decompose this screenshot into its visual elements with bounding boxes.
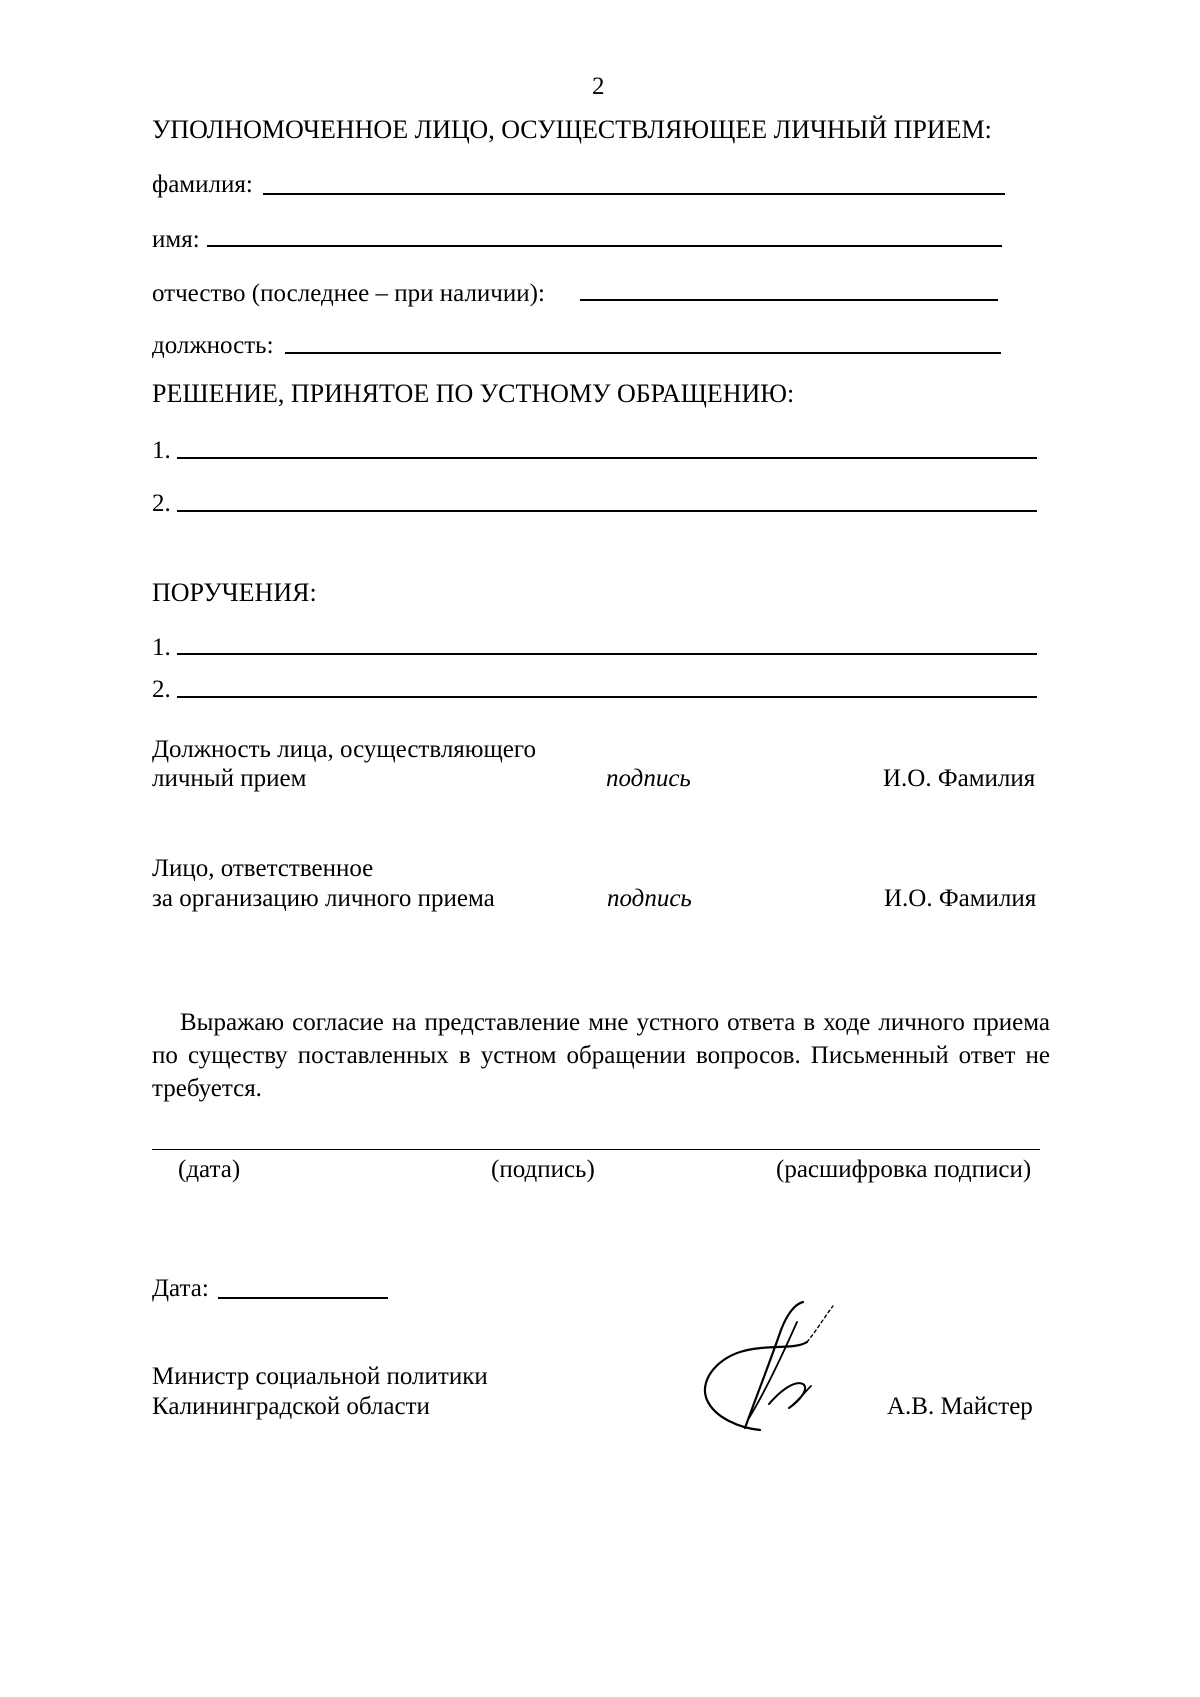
signature-name: И.О. Фамилия — [884, 885, 1037, 912]
position-field[interactable] — [285, 352, 1001, 354]
name-field[interactable] — [207, 245, 1002, 247]
section-instructions-heading: ПОРУЧЕНИЯ: — [152, 578, 317, 607]
signature-role-line2: личный прием — [152, 765, 307, 792]
instruction-item-number: 1. — [152, 634, 171, 661]
surname-label: фамилия: — [152, 171, 253, 198]
instruction-item-1-field[interactable] — [177, 653, 1037, 655]
section-official-heading: УПОЛНОМОЧЕННОЕ ЛИЦО, ОСУЩЕСТВЛЯЮЩЕЕ ЛИЧНЫЙ ПРИЕМ: — [152, 115, 992, 144]
signature-role-line1: Должность лица, осуществляющего — [152, 736, 536, 763]
signature-name: И.О. Фамилия — [883, 765, 1036, 792]
patronymic-label: отчество (последнее – при наличии): — [152, 280, 545, 307]
patronymic-field[interactable] — [580, 299, 998, 301]
position-label: должность: — [152, 332, 274, 359]
name-label: имя: — [152, 226, 200, 253]
instruction-item-2-field[interactable] — [177, 696, 1037, 698]
decision-item-2-field[interactable] — [177, 510, 1037, 512]
instruction-item-number: 2. — [152, 676, 171, 703]
consent-date-caption: (дата) — [178, 1156, 241, 1183]
surname-field[interactable] — [263, 193, 1005, 195]
footer-position-line1: Министр социальной политики — [152, 1363, 488, 1390]
signature-role-line2: за организацию личного приема — [152, 885, 495, 912]
date-field[interactable] — [218, 1297, 388, 1299]
decision-item-number: 2. — [152, 490, 171, 517]
consent-signature-caption: (подпись) — [491, 1156, 595, 1183]
consent-decoding-caption: (расшифровка подписи) — [776, 1156, 1032, 1183]
signature-role-line1: Лицо, ответственное — [152, 855, 374, 882]
footer-signatory: А.В. Майстер — [887, 1393, 1033, 1420]
footer-position-line2: Калининградской области — [152, 1393, 430, 1420]
page-number: 2 — [592, 73, 605, 100]
signature-placeholder: подпись — [606, 765, 691, 792]
signature-placeholder: подпись — [607, 885, 692, 912]
handwritten-signature — [685, 1300, 845, 1440]
section-decision-heading: РЕШЕНИЕ, ПРИНЯТОЕ ПО УСТНОМУ ОБРАЩЕНИЮ: — [152, 379, 795, 408]
consent-signature-line[interactable] — [152, 1149, 1040, 1150]
date-label: Дата: — [152, 1275, 209, 1302]
decision-item-1-field[interactable] — [177, 457, 1037, 459]
decision-item-number: 1. — [152, 437, 171, 464]
consent-text: Выражаю согласие на представление мне устного ответа в ходе личного приема по существу поставленных в устном обращении вопросов. Письменный ответ не требуется. — [152, 1009, 1050, 1102]
